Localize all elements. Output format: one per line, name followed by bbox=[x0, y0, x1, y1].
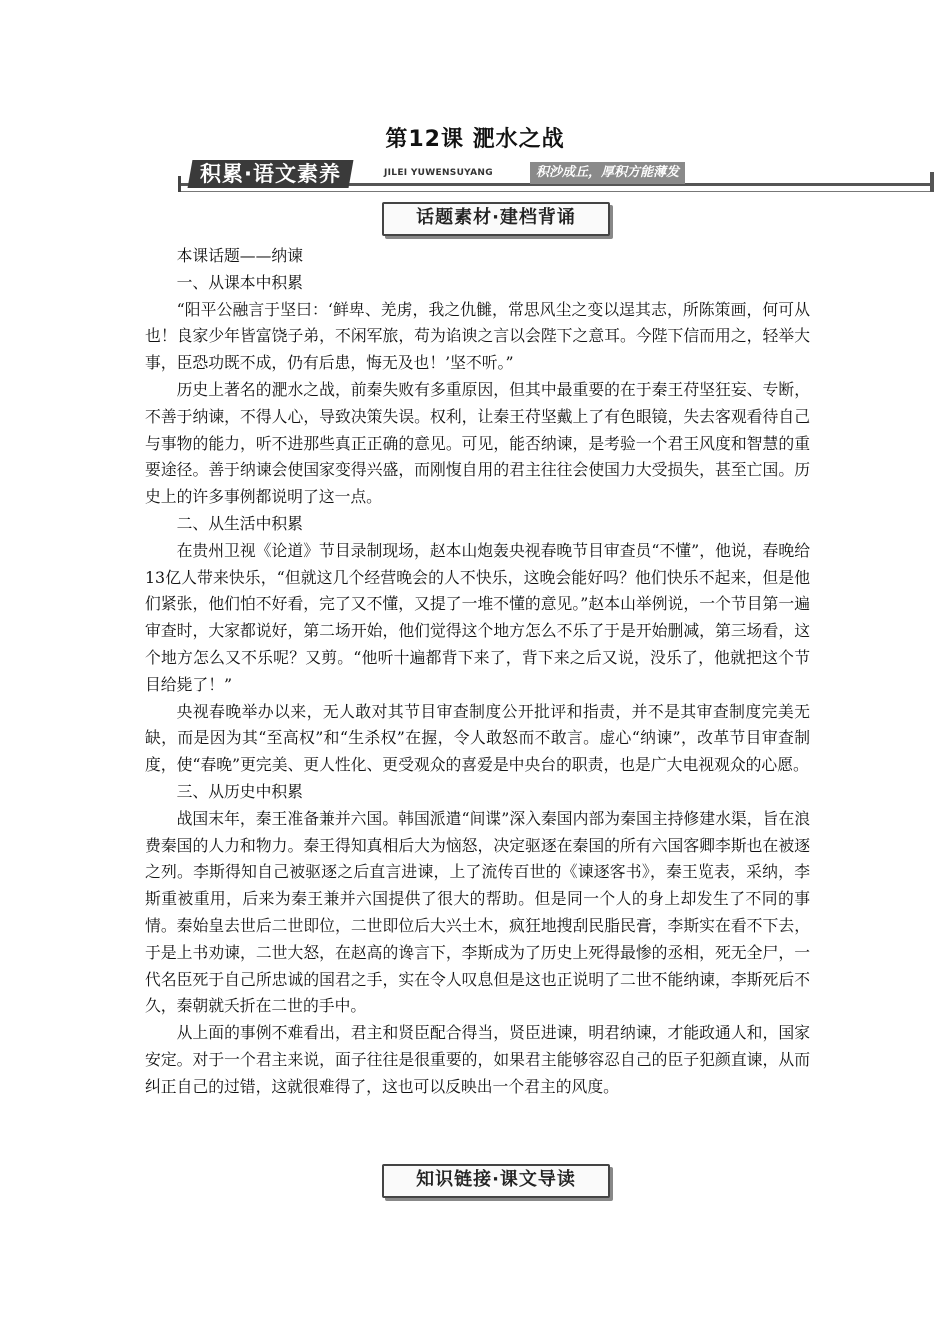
body-text bbox=[145, 243, 810, 1101]
section-banner bbox=[178, 160, 934, 192]
subheading-knowledge-link: 知识链接·课文导读 bbox=[382, 1164, 610, 1198]
paragraph: 一、从课本中积累 bbox=[176, 272, 303, 292]
banner-pinyin: JILEI YUWENSUYANG bbox=[384, 168, 493, 178]
banner-end-mark bbox=[930, 172, 934, 192]
paragraph: “阳平公融言于坚曰：‘鲜卑、羌虏，我之仇雠，常思风尘之变以逞其志，所陈策画，何可从也！良家少年皆富饶子弟，不闲军旅，苟为谄谀之言以会陛下之意耳。今陛下信而用之，轻举大事，臣恐功既不成，仍有后患，悔无及也！’坚不听。” bbox=[145, 299, 810, 373]
banner-motto: 积沙成丘，厚积方能薄发 bbox=[530, 162, 685, 184]
banner-corner-mark bbox=[178, 176, 187, 192]
subheading-topic-material: 话题素材·建档背诵 bbox=[382, 202, 610, 236]
paragraph: 在贵州卫视《论道》节目录制现场，赵本山炮轰央视春晚节目审查员“不懂”，他说，春晚给13亿人带来快乐，“但就这几个经营晚会的人不快乐，这晚会能好吗？他们快乐不起来，但是他们紧张，他们怕不好看，完了又不懂，又提了一堆不懂的意见。”赵本山举例说，一个节目第一遍审查时，大家都说好，第二场开始，他们觉得这个地方怎么不乐了于是开始删减，第三场看，这个地方怎么又不乐呢？又剪。“他听十遍都背下来了，背下来之后又说，没乐了，他就把这个节目给毙了！” bbox=[145, 540, 810, 694]
paragraph: 从上面的事例不难看出，君主和贤臣配合得当，贤臣进谏，明君纳谏，才能政通人和，国家安定。对于一个君主来说，面子往往是很重要的，如果君主能够容忍自己的臣子犯颜直谏，从而纠正自己的过错，这就很难得了，这也可以反映出一个君主的风度。 bbox=[145, 1023, 810, 1096]
lesson-title: 第12课 淝水之战 bbox=[385, 127, 565, 152]
paragraph: 央视春晚举办以来，无人敢对其节目审查制度公开批评和指责，并不是其审查制度完美无缺，而是因为其“至高权”和“生杀权”在握，令人敢怒而不敢言。虚心“纳谏”，改革节目审查制度，使“春晚”更完美、更人性化、更受观众的喜爱是中央台的职责，也是广大电视观众的心愿。 bbox=[145, 701, 810, 775]
paragraph: 历史上著名的淝水之战，前秦失败有多重原因，但其中最重要的在于秦王苻坚狂妄、专断，不善于纳谏，不得人心，导致决策失误。权利，让秦王苻坚戴上了有色眼镜，失去客观看待自己与事物的能力，听不进那些真正正确的意见。可见，能否纳谏，是考验一个君王风度和智慧的重要途径。善于纳谏会使国家变得兴盛，而刚愎自用的君主往往会使国力大受损失，甚至亡国。历史上的许多事例都说明了这一点。 bbox=[145, 379, 810, 507]
paragraph: 三、从历史中积累 bbox=[176, 781, 303, 801]
paragraph: 本课话题——纳谏 bbox=[176, 246, 303, 265]
banner-title-text: 积累·语文素养 bbox=[200, 162, 341, 186]
banner-rule-thin bbox=[178, 191, 934, 192]
paragraph: 战国末年，秦王准备兼并六国。韩国派遣“间谍”深入秦国内部为秦国主持修建水渠，旨在浪费秦国的人力和物力。秦王得知真相后大为恼怒，决定驱逐在秦国的所有六国客卿李斯也在被逐之列。李斯得知自己被驱逐之后直言进谏，上了流传百世的《谏逐客书》，秦王览表，采纳，李斯重被重用，后来为秦王兼并六国提供了很大的帮助。但是同一个人的身上却发生了不同的事情。秦始皇去世后二世即位，二世即位后大兴土木，疯狂地搜刮民脂民膏，李斯实在看不下去，于是上书劝谏，二世大怒，在赵高的谗言下，李斯成为了历史上死得最惨的丞相，死无全尸，一代名臣死于自己所忠诚的国君之手，实在令人叹息但是这也正说明了二世不能纳谏，李斯死后不久，秦朝就夭折在二世的手中。 bbox=[145, 808, 810, 1016]
paragraph: 二、从生活中积累 bbox=[176, 513, 303, 533]
banner-title bbox=[188, 160, 354, 188]
